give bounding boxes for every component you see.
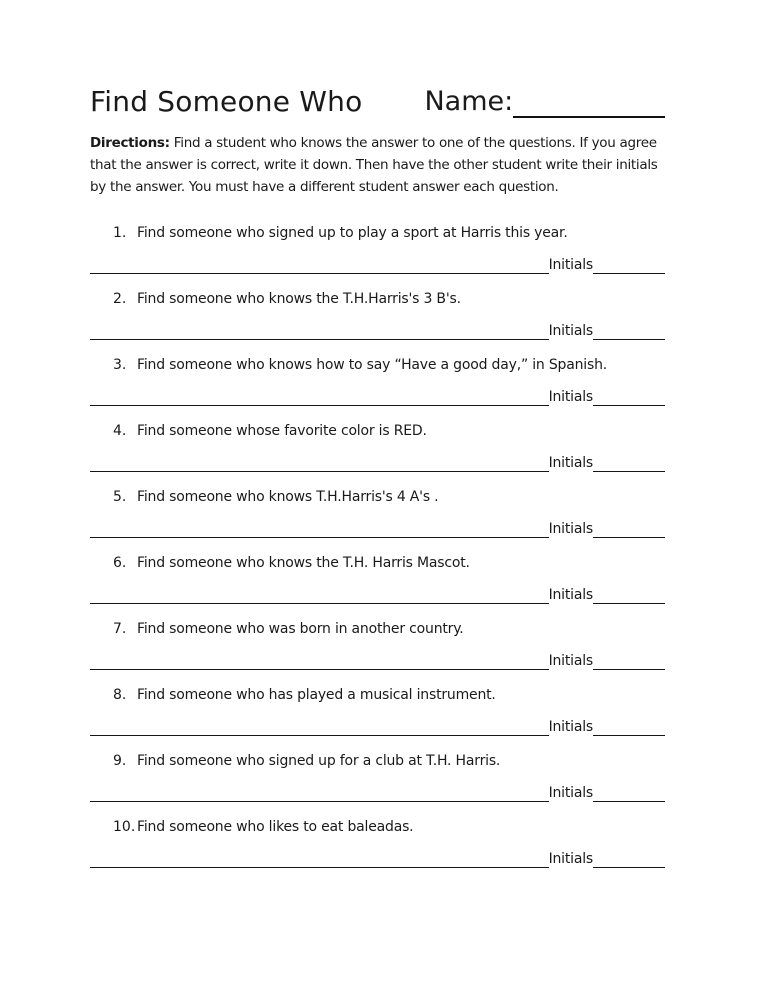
directions-text: Find a student who knows the answer to one of the questions. If you agree <box>173 135 657 151</box>
initials-blank-line <box>593 865 665 868</box>
initials-label: Initials <box>548 719 593 735</box>
question-item <box>90 686 665 736</box>
initials-blank-line <box>593 535 665 538</box>
initials-blank-line <box>593 403 665 406</box>
page-title: Find Someone Who <box>90 85 363 118</box>
answer-blank-line <box>90 535 549 538</box>
question-item <box>90 818 665 868</box>
question-number: 7. <box>113 621 127 637</box>
initials-label: Initials <box>548 323 593 339</box>
question-text: Find someone who was born in another country. <box>137 621 464 637</box>
question-text: Find someone who knows the T.H. Harris Mascot. <box>137 555 470 571</box>
initials-label: Initials <box>548 587 593 603</box>
question-item <box>90 422 665 472</box>
answer-line <box>90 257 665 274</box>
question-item <box>90 290 665 340</box>
question-item <box>90 752 665 802</box>
question-row <box>113 752 665 770</box>
initials-label: Initials <box>548 389 593 405</box>
answer-line <box>90 323 665 340</box>
answer-line <box>90 587 665 604</box>
question-number: 8. <box>113 687 127 703</box>
question-row <box>113 620 665 638</box>
answer-blank-line <box>90 337 549 340</box>
question-row <box>113 818 665 836</box>
question-item <box>90 620 665 670</box>
question-text: Find someone who knows how to say “Have a good day,” in Spanish. <box>137 357 607 373</box>
answer-blank-line <box>90 271 549 274</box>
answer-blank-line <box>90 667 549 670</box>
question-row <box>113 356 665 374</box>
answer-line <box>90 521 665 538</box>
question-text: Find someone who likes to eat baleadas. <box>137 819 414 835</box>
answer-blank-line <box>90 799 549 802</box>
answer-line <box>90 851 665 868</box>
question-item <box>90 224 665 274</box>
initials-label: Initials <box>548 653 593 669</box>
question-row <box>113 686 665 704</box>
initials-blank-line <box>593 799 665 802</box>
answer-line <box>90 719 665 736</box>
question-number: 4. <box>113 423 127 439</box>
initials-blank-line <box>593 337 665 340</box>
initials-blank-line <box>593 469 665 472</box>
question-item <box>90 488 665 538</box>
question-text: Find someone whose favorite color is RED. <box>137 423 427 439</box>
directions-label: Directions: <box>90 135 170 151</box>
question-text: Find someone who has played a musical instrument. <box>137 687 496 703</box>
answer-line <box>90 455 665 472</box>
initials-label: Initials <box>548 257 593 273</box>
initials-label: Initials <box>548 455 593 471</box>
question-text: Find someone who knows the T.H.Harris's 3 B's. <box>137 291 461 307</box>
question-row <box>113 224 665 242</box>
directions-line: by the answer. You must have a different student answer each question. <box>90 179 559 195</box>
answer-blank-line <box>90 865 549 868</box>
question-number: 3. <box>113 357 127 373</box>
document-header <box>90 86 665 118</box>
initials-label: Initials <box>548 785 593 801</box>
answer-line <box>90 389 665 406</box>
name-blank-line <box>513 114 665 118</box>
question-row <box>113 554 665 572</box>
initials-blank-line <box>593 667 665 670</box>
question-number: 1. <box>113 225 127 241</box>
answer-blank-line <box>90 733 549 736</box>
answer-line <box>90 785 665 802</box>
question-number: 5. <box>113 489 127 505</box>
question-row <box>113 422 665 440</box>
question-item <box>90 356 665 406</box>
name-label: Name: <box>424 86 514 117</box>
question-text: Find someone who signed up to play a sport at Harris this year. <box>137 225 568 241</box>
question-list <box>90 224 665 868</box>
question-number: 10. <box>113 819 136 835</box>
directions-line <box>90 132 665 154</box>
initials-label: Initials <box>548 851 593 867</box>
question-number: 2. <box>113 291 127 307</box>
name-field <box>424 86 665 118</box>
initials-blank-line <box>593 733 665 736</box>
initials-label: Initials <box>548 521 593 537</box>
directions-line: that the answer is correct, write it down. Then have the other student write their initials <box>90 157 658 173</box>
question-text: Find someone who knows T.H.Harris's 4 A's . <box>137 489 439 505</box>
answer-blank-line <box>90 601 549 604</box>
question-row <box>113 290 665 308</box>
question-row <box>113 488 665 506</box>
question-number: 6. <box>113 555 127 571</box>
question-item <box>90 554 665 604</box>
question-text: Find someone who signed up for a club at T.H. Harris. <box>137 753 501 769</box>
initials-blank-line <box>593 271 665 274</box>
initials-blank-line <box>593 601 665 604</box>
question-number: 9. <box>113 753 127 769</box>
answer-line <box>90 653 665 670</box>
answer-blank-line <box>90 469 549 472</box>
directions-paragraph <box>90 132 665 198</box>
answer-blank-line <box>90 403 549 406</box>
